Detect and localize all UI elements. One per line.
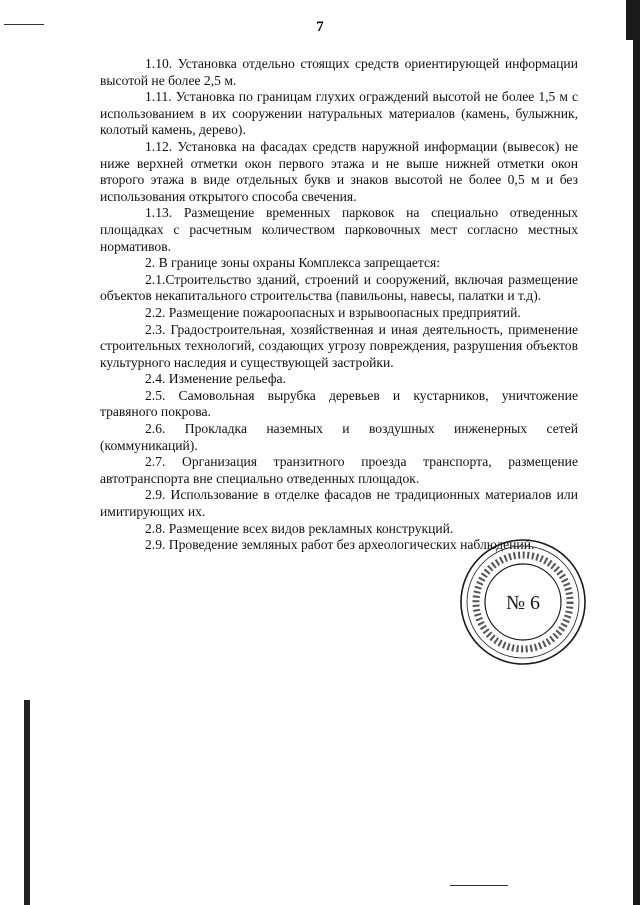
paragraph-1-13: 1.13. Размещение временных парковок на специально отведенных площадках с расчетным количеством парковочных мест согласно местных нормативов. <box>100 205 578 254</box>
paragraph-2-7: 2.7. Организация транзитного проезда транспорта, размещение автотранспорта вне специально отведенных площадок. <box>100 454 578 486</box>
seal-number: № 6 <box>505 592 541 614</box>
paragraph-2-4: 2.4. Изменение рельефа. <box>145 371 286 387</box>
paragraph-2-2: 2.2. Размещение пожароопасных и взрывоопасных предприятий. <box>145 304 521 320</box>
paragraph-2-3: 2.3. Градостроительная, хозяйственная и иная деятельность, применение строительных технологий, создающих угрозу повреждения, разрушения объектов культурного наследия и существующей застройки. <box>100 321 578 370</box>
paragraph-2-8: 2.8. Размещение всех видов рекламных конструкций. <box>145 520 454 536</box>
paragraph-2-9-facades: 2.9. Использование в отделке фасадов не традиционных материалов или имитирующих их. <box>100 487 578 520</box>
scan-artifact-line <box>450 885 508 886</box>
paragraph-2-6: 2.6. Прокладка наземных и воздушных инженерных сетей (коммуникаций). <box>100 421 578 453</box>
paragraph-2-9-earthworks: 2.9. Проведение земляных работ без археологических наблюдений. <box>145 537 535 553</box>
page-number: 7 <box>316 19 324 35</box>
section-2-heading: 2. В границе зоны охраны Комплекса запрещается: <box>145 255 441 271</box>
paragraph-1-12: 1.12. Установка на фасадах средств наружной информации (вывесок) не ниже верхней отметки окон первого этажа и не выше нижней отметки окон второго этажа в виде отдельных букв и знаков высотой не более 0,5 м и без использования открытого способа свечения. <box>100 138 578 204</box>
paragraph-2-5: 2.5. Самовольная вырубка деревьев и кустарников, уничтожение травяного покрова. <box>100 387 578 420</box>
paragraph-1-11: 1.11. Установка по границам глухих ограждений высотой не более 1,5 м с использованием в их сооружении натуральных материалов (камень, булыжник, колотый камень, дерево). <box>100 89 578 138</box>
scan-artifact-edge <box>24 700 30 905</box>
paragraph-1-10: 1.10. Установка отдельно стоящих средств ориентирующей информации высотой не более 2,5 м. <box>100 56 578 88</box>
official-seal-stamp <box>458 537 588 667</box>
paragraph-2-1: 2.1.Строительство зданий, строений и сооружений, включая размещение объектов некапитального строительства (павильоны, навесы, палатки и т.д). <box>100 271 578 304</box>
document-body <box>100 56 578 554</box>
scan-artifact-edge <box>633 0 640 905</box>
